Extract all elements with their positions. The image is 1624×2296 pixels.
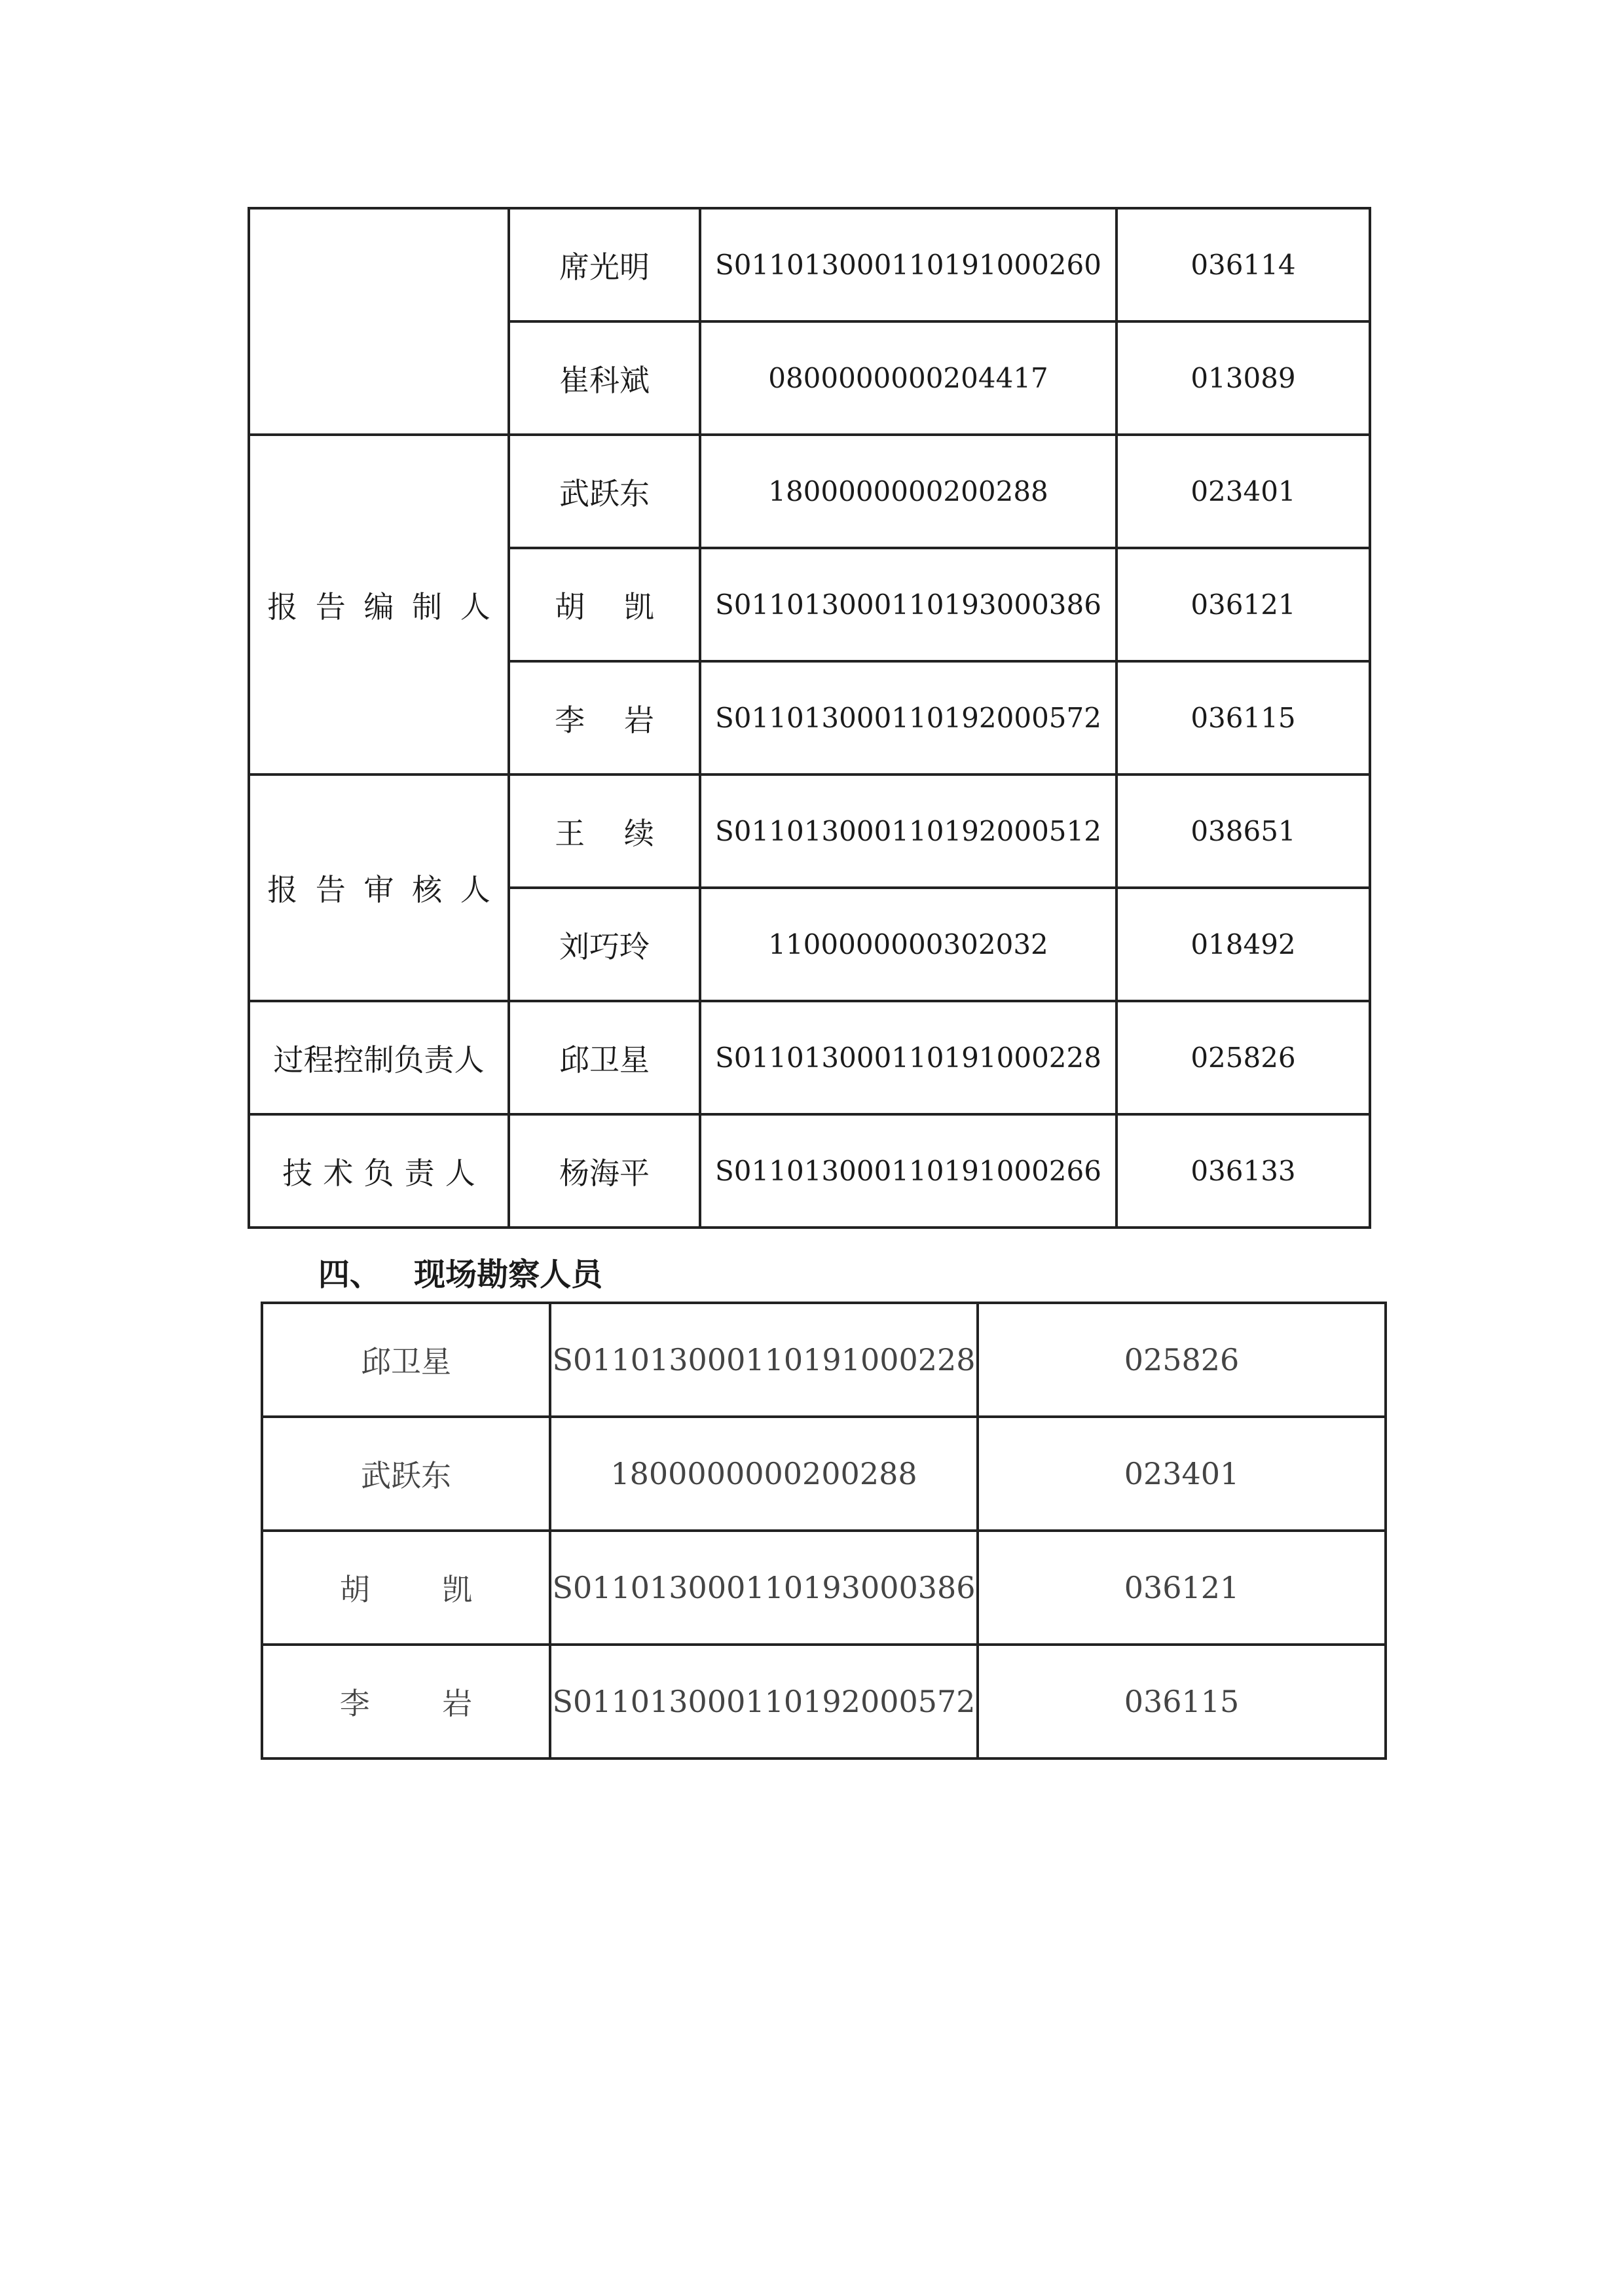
personnel-table (248, 207, 1371, 1229)
person-name: 王续 (555, 815, 693, 851)
registration-code: 023401 (1124, 1456, 1240, 1491)
code-cell (978, 1303, 1386, 1417)
registration-code: 018492 (1190, 928, 1296, 960)
registration-code: 036115 (1190, 702, 1296, 734)
table-row (249, 774, 1370, 888)
code-cell (1116, 1001, 1370, 1114)
person-name: 杨海平 (559, 1155, 650, 1191)
certificate-number: S011013000110191000266 (715, 1155, 1101, 1187)
role-label: 报告编制人 (267, 589, 509, 625)
certificate-number: S01101300011019100026​0 (715, 249, 1101, 281)
section-number: 四、 (318, 1256, 382, 1293)
person-name: 胡凯 (555, 589, 693, 625)
person-name: 武跃东 (559, 475, 650, 511)
name-cell (509, 548, 700, 661)
cert-cell (550, 1531, 978, 1645)
registration-code: 038651 (1190, 815, 1296, 847)
certificate-number: S011013000110193000386 (552, 1570, 976, 1605)
code-cell (978, 1417, 1386, 1531)
person-name: 邱卫星 (361, 1344, 451, 1379)
role-cell (249, 774, 509, 1001)
role-label: 技术负责人 (282, 1155, 486, 1191)
name-cell (509, 888, 700, 1001)
person-name: 李岩 (339, 1686, 545, 1721)
table-row (249, 208, 1370, 321)
certificate-number: S011013000110191000228 (552, 1342, 976, 1377)
registration-code: 013089 (1190, 362, 1296, 394)
code-cell (1116, 548, 1370, 661)
code-cell (1116, 321, 1370, 435)
person-name: 刘巧玲 (559, 928, 650, 964)
name-cell (262, 1531, 550, 1645)
name-cell (509, 1001, 700, 1114)
table-row (249, 1001, 1370, 1114)
site-survey-table (261, 1302, 1387, 1760)
code-cell (1116, 774, 1370, 888)
cert-cell (550, 1303, 978, 1417)
person-name: 武跃东 (361, 1458, 451, 1493)
cert-cell (700, 774, 1116, 888)
registration-code: 036121 (1190, 589, 1296, 621)
cert-cell (700, 888, 1116, 1001)
person-name: 李岩 (555, 702, 693, 738)
certificate-number: 1100000000302032 (768, 928, 1048, 960)
role-label: 报告审核人 (267, 872, 509, 907)
cert-cell (700, 208, 1116, 321)
cert-cell (550, 1417, 978, 1531)
table-row (262, 1645, 1386, 1758)
role-cell (249, 1001, 509, 1114)
code-cell (1116, 435, 1370, 548)
registration-code: 036121 (1124, 1570, 1240, 1605)
certificate-number: 0800000000204417 (768, 362, 1048, 394)
certificate-number: S011013000110192000572 (715, 702, 1101, 734)
name-cell (509, 435, 700, 548)
role-label: 过程控制负责人 (273, 1042, 485, 1078)
code-cell (1116, 1114, 1370, 1228)
name-cell (509, 661, 700, 774)
table-row (249, 1114, 1370, 1228)
name-cell (509, 321, 700, 435)
role-cell-empty (249, 208, 509, 435)
table-row (262, 1303, 1386, 1417)
cert-cell (700, 1114, 1116, 1228)
person-name: 席光明 (559, 249, 650, 285)
table-row (262, 1417, 1386, 1531)
table-row (249, 435, 1370, 548)
certificate-number: 1800000000200288 (610, 1456, 917, 1491)
registration-code: 023401 (1190, 475, 1296, 507)
person-name: 邱卫星 (559, 1042, 650, 1078)
certificate-number: S011013000110192000512 (715, 815, 1101, 847)
cert-cell (700, 321, 1116, 435)
cert-cell (700, 548, 1116, 661)
person-name: 胡凯 (339, 1572, 545, 1607)
name-cell (262, 1417, 550, 1531)
name-cell (262, 1645, 550, 1758)
registration-code: 036114 (1190, 249, 1296, 281)
cert-cell (550, 1645, 978, 1758)
cert-cell (700, 1001, 1116, 1114)
certificate-number: S011013000110192000572 (552, 1684, 976, 1719)
name-cell (262, 1303, 550, 1417)
code-cell (1116, 888, 1370, 1001)
code-cell (978, 1531, 1386, 1645)
code-cell (1116, 208, 1370, 321)
cert-cell (700, 435, 1116, 548)
cert-cell (700, 661, 1116, 774)
section-heading (318, 1249, 602, 1294)
registration-code: 036133 (1190, 1155, 1296, 1187)
registration-code: 025826 (1190, 1042, 1296, 1074)
role-cell (249, 1114, 509, 1228)
name-cell (509, 208, 700, 321)
role-cell (249, 435, 509, 774)
name-cell (509, 1114, 700, 1228)
section-title: 现场勘察人员 (414, 1256, 603, 1293)
certificate-number: S011013000110193000386 (715, 589, 1101, 621)
person-name: 崔科斌 (559, 362, 650, 398)
code-cell (978, 1645, 1386, 1758)
name-cell (509, 774, 700, 888)
certificate-number: S011013000110191000228 (715, 1042, 1101, 1074)
code-cell (1116, 661, 1370, 774)
registration-code: 036115 (1124, 1684, 1240, 1719)
registration-code: 025826 (1124, 1342, 1240, 1377)
table-row (262, 1531, 1386, 1645)
certificate-number: 1800000000200288 (768, 475, 1048, 507)
